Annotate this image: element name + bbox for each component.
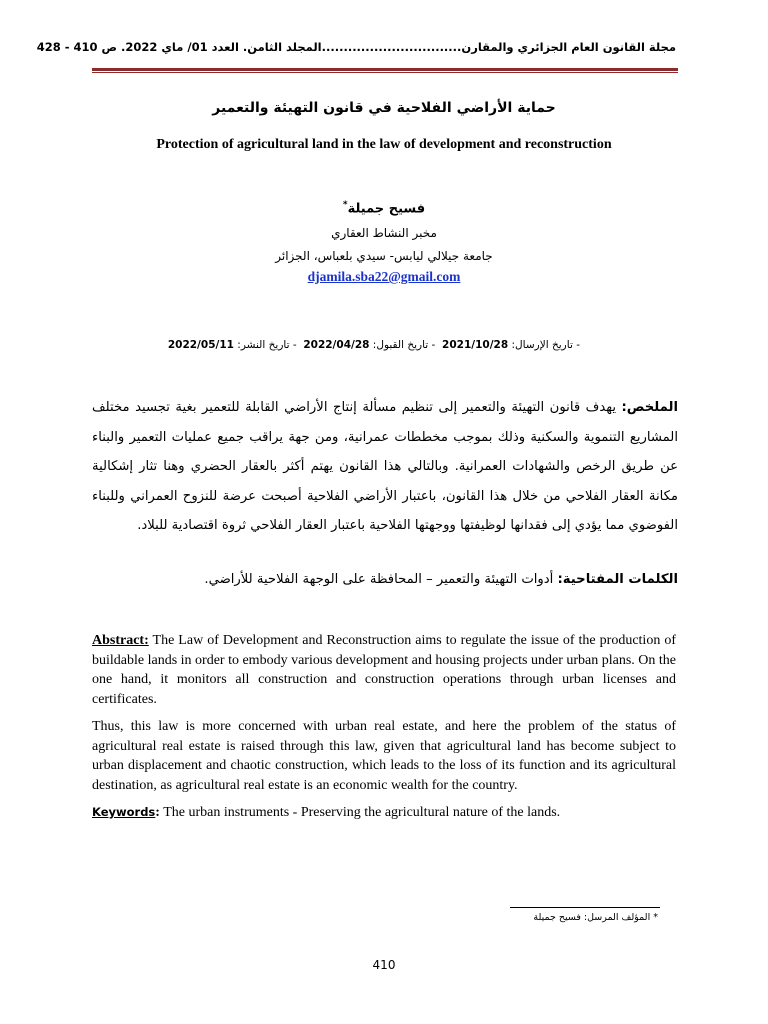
english-keywords-label: Keywords xyxy=(92,805,156,819)
arabic-keywords xyxy=(92,567,678,593)
english-keywords-colon: : xyxy=(155,805,160,820)
footnote xyxy=(533,912,658,923)
english-abstract-label: Abstract: xyxy=(92,633,149,648)
author-university: جامعة جيلالي ليابس- سيدي بلعباس، الجزائر xyxy=(275,249,493,263)
author-name-text: فسيح جميلة xyxy=(347,201,426,217)
english-title: Protection of agricultural land in the law of development and reconstruction xyxy=(156,137,612,152)
author-lab: مخبر النشاط العقاري xyxy=(331,226,437,240)
footnote-text: المؤلف المرسل: فسيح جميلة xyxy=(533,912,651,923)
submission-dates xyxy=(168,339,580,351)
header-rule-thin xyxy=(92,72,678,73)
sent-date: 2021/10/28 xyxy=(442,339,509,351)
journal-name: مجلة القانون العام الجزائري والمقارن xyxy=(461,40,676,54)
arabic-title: حماية الأراضي الفلاحية في قانون التهيئة والتعمير xyxy=(212,100,556,116)
arabic-keywords-label: الكلمات المفتاحية: xyxy=(557,572,678,587)
sent-label: - تاريخ الإرسال: xyxy=(511,339,580,351)
english-abstract-p1 xyxy=(92,631,676,709)
author-email-link[interactable]: djamila.sba22@gmail.com xyxy=(307,269,461,284)
arabic-abstract-label: الملخص: xyxy=(621,400,678,415)
arabic-abstract-text: يهدف قانون التهيئة والتعمير إلى تنظيم مسألة إنتاج الأراضي القابلة للتعمير بغية تجسيد مختلف المشاريع التنموية والسكنية وذلك بموجب مخططات عمرانية، ومن جهة يراقب جميع عمليات التعمير والبناء عن طريق الرخص والشهادات العمرانية. وبالتالي هذا القانون يهتم أكثر بالعقار الحضري وهنا تثار إشكالية مكانة العقار الفلاحي من خلال هذا القانون، باعتبار الأراضي الفلاحية أصبحت عرضة للنزوح العمراني وللبناء الفوضوي مما يؤدي إلى فقدانها لوظيفتها ووجهتها الفلاحية باعتبار العقار الفلاحي ثروة اقتصادية للبلاد. xyxy=(92,400,678,533)
author-name xyxy=(0,200,768,216)
published-label: - تاريخ النشر: xyxy=(237,339,297,351)
header-dots: ................................ xyxy=(321,40,462,54)
journal-header xyxy=(36,40,676,54)
english-abstract-p2: Thus, this law is more concerned with urban real estate, and here the problem of the status of agricultural real estate is raised through this law, given that agricultural land has become subject to urban displacement and chaotic construction, which leads to the loss of its function and its agricultural destination, as agricultural real estate is an economic wealth for the country. xyxy=(92,719,676,793)
english-abstract-p1-text: The Law of Development and Reconstruction aims to regulate the issue of the production of buildable lands in order to embody various development and housing projects under urban plans. On the one hand, it monitors all construction and construction operations through urban licenses and certificates. xyxy=(92,633,676,707)
author-footnote-mark: * xyxy=(342,200,348,210)
english-keywords xyxy=(92,803,676,823)
arabic-keywords-text: أدوات التهيئة والتعمير – المحافظة على الوجهة الفلاحية للأراضي. xyxy=(204,572,554,587)
english-abstract xyxy=(92,631,676,831)
published-date: 2022/05/11 xyxy=(167,339,234,351)
footnote-rule xyxy=(510,907,660,908)
accepted-date: 2022/04/28 xyxy=(303,339,370,351)
volume-info: المجلد الثامن. العدد 01/ ماي 2022. ص 410 - 428 xyxy=(36,40,322,54)
english-keywords-text: The urban instruments - Preserving the agricultural nature of the lands. xyxy=(163,805,561,820)
page-number: 410 xyxy=(372,958,396,972)
accepted-label: - تاريخ القبول: xyxy=(372,339,436,351)
arabic-abstract xyxy=(92,393,678,541)
header-rule xyxy=(92,68,678,71)
footnote-mark: * xyxy=(653,912,658,923)
